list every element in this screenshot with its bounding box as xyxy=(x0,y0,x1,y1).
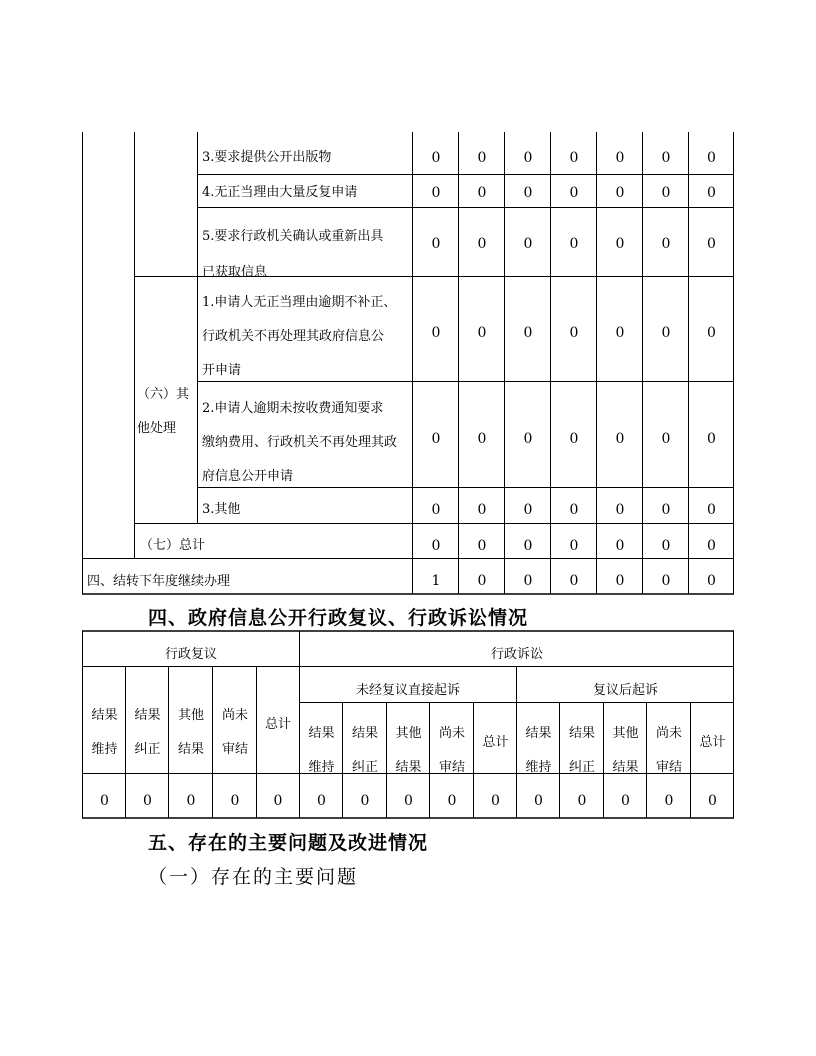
value-cell: 0 xyxy=(431,431,441,447)
value-cell: 0 xyxy=(431,325,441,341)
value-cell: 0 xyxy=(661,538,671,554)
value-cell: 0 xyxy=(615,325,625,341)
header-admin-litigation: 行政诉讼 xyxy=(490,647,543,662)
value-cell: 0 xyxy=(707,236,716,252)
value-cell: 0 xyxy=(707,185,716,201)
value-cell: 0 xyxy=(477,150,487,166)
value-cell: 0 xyxy=(523,150,533,166)
value-cell: 0 xyxy=(707,325,716,341)
value-cell: 0 xyxy=(477,573,487,589)
value-cell: 0 xyxy=(569,538,579,554)
col-head: 结果 维持 xyxy=(525,726,552,775)
value-cell: 0 xyxy=(317,793,326,809)
value-cell: 0 xyxy=(186,793,196,809)
value-cell: 0 xyxy=(360,793,370,809)
value-cell: 0 xyxy=(431,236,441,252)
value-cell: 0 xyxy=(661,573,671,589)
value-cell: 0 xyxy=(431,502,441,518)
value-cell: 0 xyxy=(477,538,487,554)
value-cell: 0 xyxy=(569,325,579,341)
value-cell: 0 xyxy=(707,573,716,589)
value-cell: 0 xyxy=(615,573,625,589)
value-cell: 0 xyxy=(273,793,283,809)
header-admin-review: 行政复议 xyxy=(164,647,217,662)
col-head: 结果 维持 xyxy=(308,726,335,775)
value-cell: 0 xyxy=(477,236,487,252)
section-heading-problems: 五、存在的主要问题及改进情况 xyxy=(148,832,429,854)
value-cell: 0 xyxy=(534,793,543,809)
row-label: 3.要求提供公开出版物 xyxy=(202,150,332,165)
row-label: 3.其他 xyxy=(202,502,241,517)
row-label: 5.要求行政机关确认或重新出具 已获取信息 xyxy=(202,229,384,280)
value-cell: 0 xyxy=(661,431,671,447)
value-cell: 0 xyxy=(615,431,625,447)
col-head: 尚未 审结 xyxy=(655,726,682,775)
value-cell: 0 xyxy=(523,185,533,201)
value-cell: 0 xyxy=(615,502,625,518)
value-cell: 0 xyxy=(569,185,579,201)
value-cell: 0 xyxy=(707,538,716,554)
value-cell: 0 xyxy=(230,793,240,809)
value-cell: 0 xyxy=(569,502,579,518)
header-after-review-litigation: 复议后起诉 xyxy=(592,683,658,698)
col-head: 尚未 审结 xyxy=(438,726,465,775)
value-cell: 0 xyxy=(447,793,457,809)
col-head-total: 总计 xyxy=(482,735,509,750)
value-cell: 0 xyxy=(477,431,487,447)
value-cell: 0 xyxy=(523,431,533,447)
value-cell: 0 xyxy=(707,502,716,518)
col-head-total: 总计 xyxy=(699,735,726,750)
col-head: 其他 结果 xyxy=(177,708,204,757)
col-head: 结果 维持 xyxy=(91,708,118,757)
group-label-other-processing: （六）其 他处理 xyxy=(137,387,190,436)
col-head: 结果 纠正 xyxy=(351,726,378,775)
row-label-carry-over: 四、结转下年度继续办理 xyxy=(87,574,231,589)
row-label: 4.无正当理由大量反复申请 xyxy=(202,185,358,200)
header-direct-litigation: 未经复议直接起诉 xyxy=(355,683,460,698)
value-cell: 0 xyxy=(661,185,671,201)
value-cell: 0 xyxy=(431,538,441,554)
value-cell: 0 xyxy=(707,150,716,166)
value-cell: 0 xyxy=(569,573,579,589)
value-cell: 0 xyxy=(661,502,671,518)
value-cell: 0 xyxy=(615,185,625,201)
row-label: 1.申请人无正当理由逾期不补正、 行政机关不再处理其政府信息公 开申请 xyxy=(202,295,397,378)
col-head: 尚未 审结 xyxy=(221,708,248,757)
value-cell: 0 xyxy=(100,793,109,809)
value-cell: 0 xyxy=(523,325,533,341)
value-cell: 0 xyxy=(523,236,533,252)
value-cell: 0 xyxy=(708,793,717,809)
col-head: 其他 结果 xyxy=(612,726,639,775)
value-cell: 0 xyxy=(431,185,441,201)
value-cell: 0 xyxy=(661,325,671,341)
sub-heading-main-problems: （一）存在的主要问题 xyxy=(148,866,359,888)
value-cell: 0 xyxy=(569,431,579,447)
value-cell: 0 xyxy=(523,502,533,518)
value-cell: 0 xyxy=(661,150,671,166)
value-cell: 0 xyxy=(707,431,716,447)
value-cell: 0 xyxy=(569,236,579,252)
col-head-total: 总计 xyxy=(264,717,291,732)
value-cell: 0 xyxy=(615,538,625,554)
value-cell: 0 xyxy=(569,150,579,166)
section-heading-review-litigation: 四、政府信息公开行政复议、行政诉讼情况 xyxy=(148,607,529,629)
value-cell: 0 xyxy=(477,185,487,201)
col-head: 结果 纠正 xyxy=(568,726,595,775)
value-cell: 0 xyxy=(491,793,500,809)
value-cell: 0 xyxy=(404,793,413,809)
value-cell: 0 xyxy=(661,236,671,252)
value-cell: 0 xyxy=(664,793,674,809)
value-cell: 0 xyxy=(615,150,625,166)
value-cell: 0 xyxy=(615,236,625,252)
col-head: 结果 纠正 xyxy=(134,708,161,757)
row-label-total: （七）总计 xyxy=(140,538,206,553)
value-cell: 0 xyxy=(523,573,533,589)
value-cell: 0 xyxy=(477,502,487,518)
row-label: 2.申请人逾期未按收费通知要求 缴纳费用、行政机关不再处理其政 府信息公开申请 xyxy=(202,401,398,484)
value-cell: 0 xyxy=(143,793,152,809)
value-cell: 0 xyxy=(577,793,587,809)
value-cell: 0 xyxy=(477,325,487,341)
value-cell: 0 xyxy=(621,793,630,809)
value-cell: 0 xyxy=(523,538,533,554)
value-cell: 0 xyxy=(431,150,441,166)
value-cell: 1 xyxy=(431,573,441,589)
col-head: 其他 结果 xyxy=(395,726,422,775)
